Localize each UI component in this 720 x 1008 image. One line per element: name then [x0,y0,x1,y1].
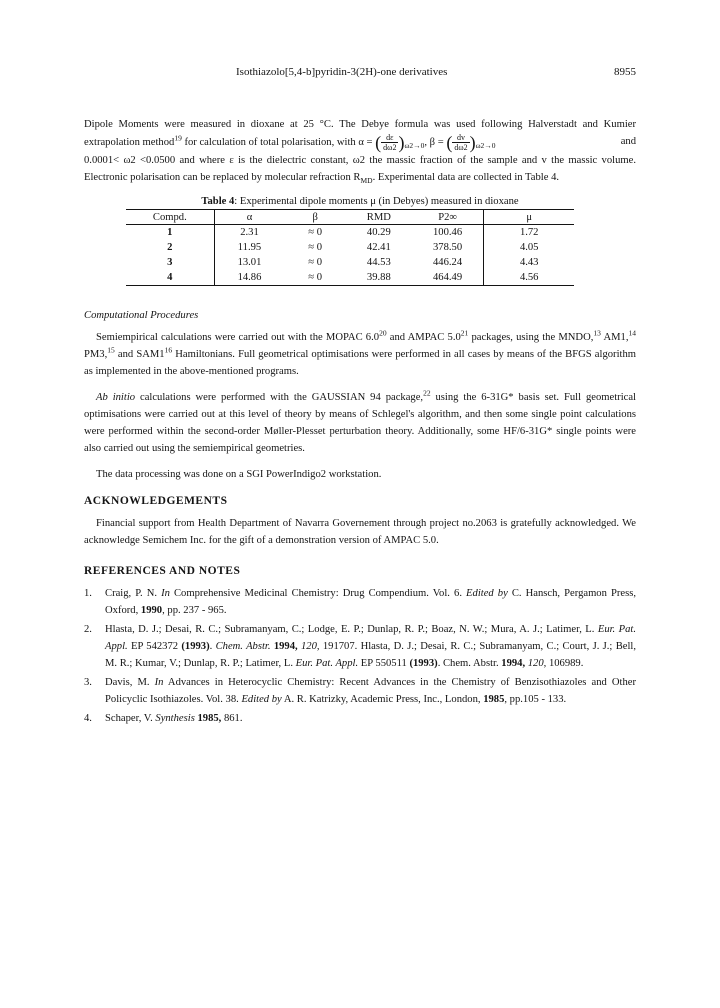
text: (1993) [181,641,210,652]
citation: 22 [423,388,431,398]
reference-item [84,710,636,727]
running-title: Isothiazolo[5,4-b]pyridin-3(2H)-one derivatives [236,66,448,78]
table-cell: ≈ 0 [308,242,323,253]
reference-item [84,674,636,708]
text: Davis, M. [105,677,155,688]
text: EP 550511 [358,658,410,669]
paren-close: ) [469,132,476,153]
table-cell: 3 [126,255,214,270]
beta-label: , β = [424,136,444,148]
text: 106989. [546,658,584,669]
rmd-subscript: MD [360,176,373,186]
table-cell: 464.49 [412,270,484,286]
text: and SAM1 [114,349,165,360]
text: 1994, [270,641,298,652]
table-header-row [126,210,574,225]
table-cell: 378.50 [412,240,484,255]
table-cell: 100.46 [412,225,484,241]
table-row [126,240,574,255]
text: Edited by [241,694,282,705]
col-header: β [284,210,346,225]
acknowledgements-heading: ACKNOWLEDGEMENTS [84,495,228,507]
text: Hamiltonians. Full geometrical optimisations were performed in all cases by means of the BFGS algorithm as implemented in the above-mentioned programs. [84,349,636,377]
table-cell: 4.05 [519,242,539,253]
dipole-and: and [620,136,636,147]
semiempirical-paragraph [84,329,636,380]
table-cell: 44.53 [366,257,391,268]
text: calculations were performed with the GAUSSIAN 94 package, [135,392,424,403]
text: using the 6-31G* basis set. Full geometrical optimisations were carried out at this level of theory by means of Schlegel's algorithm, and then some single point calculations were performed within the second-order Møller-Plesset perturbation theory. Additionally, some HF/6-31G* single points were also carried out using the semiempirical geometries. [84,392,636,454]
text: AM1, [600,332,629,343]
table-cell: ≈ 0 [284,270,346,286]
table-cell: 446.24 [412,255,484,270]
italic-text: Ab initio [96,392,136,403]
col-header: α [214,210,284,225]
dipole-table [126,209,574,286]
text: EP 542372 [127,641,182,652]
page-content [84,116,636,727]
text: In [161,588,170,599]
table-cell: 40.29 [366,227,391,238]
paren-close: ) [398,132,405,153]
text: Hlasta, D. J.; Desai, R. C.; Subramanyam, C.; Lodge, E. P.; Dunlap, R. P.; Boaz, N. W.; Mura, A. J.; Latimer, L. [105,624,598,635]
citation: 14 [628,328,636,338]
table-cell: ≈ 0 [308,257,323,268]
dipole-line-3-end: . Experimental data are collected in Table 4. [372,172,560,183]
table-cell: 1 [126,225,214,241]
table-caption [84,196,636,207]
table-cell: ≈ 0 [308,227,323,238]
text: 1990 [140,605,163,616]
references-heading: REFERENCES AND NOTES [84,565,241,577]
limit-subscript: ω2→0 [404,141,425,151]
alpha-fraction: $\frac{d\varepsilon}{d\omega 2}$ [383,133,397,152]
text: , pp. 237 - 965. [162,605,227,616]
table-label: Table 4 [201,196,235,207]
citation: 16 [164,345,173,355]
paren-open: ( [446,132,453,153]
table-cell: 4.43 [519,257,539,268]
text: In [154,677,164,688]
text: 1985, [194,713,222,724]
table-row [126,270,574,286]
reference-number: 4. [84,713,92,724]
table-cell: 4.56 [484,270,574,286]
text: Comprehensive Medicinal Chemistry: Drug Compendium. Vol. 6. [169,588,467,599]
col-header: RMD [346,210,412,225]
text: Advances in Heterocyclic Chemistry: Recent Advances in the Chemistry of Benzisothiazoles and Other Policyclic Isothiazoles. Vol. 38. [105,677,636,705]
text: Schaper, V. [105,713,156,724]
text: and AMPAC 5.0 [386,332,461,343]
text: packages, using the MNDO, [468,332,594,343]
table-cell: 4 [126,270,214,286]
text: , pp.105 - 133. [504,694,567,705]
text: Synthesis [155,713,195,724]
table-cell: 1.72 [519,227,539,238]
text: Eur. Pat. Appl. [295,658,359,669]
table-cell: 2 [126,240,214,255]
text: 120, [297,641,320,652]
citation: 13 [593,328,601,338]
text: Chem. Abstr. [215,641,271,652]
text: (1993) [409,658,438,669]
table-cell: 13.01 [237,257,262,268]
citation-19: 19 [174,133,182,143]
acknowledgements-text: Financial support from Health Department of Navarra Governement through project no.2063 is gratefully acknowledged. We acknowledge Semichem Inc. for the gift of a demonstration version of AMPAC 5.0. [84,518,636,546]
page-header [84,66,636,82]
table-cell: 39.88 [346,270,412,286]
limit-subscript: ω2→0 [475,141,496,151]
dipole-text: Kumier extrapolation method [84,119,636,148]
text: 1994, [501,658,526,669]
citation: 21 [460,328,469,338]
text: 191707. Hlasta, D. J.; Desai, R. C.; Subramanyam, C.; Court, J. J.; Bell, M. R.; Kumar, V.; Dunlap, R. P.; Latimer, L. [105,641,636,669]
text: 120, [525,658,547,669]
text: Semiempirical calculations were carried out with the MOPAC 6.0 [96,332,380,343]
table-cell: 42.41 [366,242,391,253]
citation: 20 [379,328,387,338]
table-row [126,255,574,270]
dipole-line-1: Dipole Moments were measured in dioxane at 25 °C. The Debye formula was used following Halverstadt and [84,119,598,130]
dipole-paragraph [84,116,636,186]
reference-item [84,585,636,619]
text: A. R. Katrizky, Academic Press, Inc., London, [281,694,484,705]
computational-heading: Computational Procedures [84,310,199,321]
reference-number: 3. [84,677,92,688]
text: . [209,641,216,652]
col-header: P2∞ [412,210,484,225]
text: . Chem. Abstr. [437,658,502,669]
reference-number: 1. [84,588,92,599]
page-number: 8955 [614,66,636,78]
table-cell: 14.86 [214,270,284,286]
beta-fraction: $\frac{dv}{d\omega 2}$ [454,133,468,152]
text: Craig, P. N. [105,588,162,599]
col-header: μ [484,210,574,225]
reference-number: 2. [84,624,92,635]
table-cell: 2.31 [240,227,259,238]
text: 861. [221,713,243,724]
col-header: Compd. [126,210,214,225]
text: Edited by [466,588,508,599]
table-row [126,225,574,241]
paren-open: ( [375,132,382,153]
dipole-text: for calculation of total polarisation, with α = [181,136,373,148]
table-cell: 11.95 [237,242,262,253]
data-processing-paragraph: The data processing was done on a SGI PowerIndigo2 workstation. [96,469,382,480]
ab-initio-paragraph [84,389,636,457]
text: PM3, [84,349,108,360]
citation: 15 [107,345,115,355]
reference-list [84,585,636,727]
dipole-line-3: 0.0001< ω2 <0.0500 and where ε is the dielectric constant, ω2 the massic fraction of the sample and v the massic volume. Electronic polarisation can be replaced by molecular refraction R [84,155,636,183]
table-caption-text: : Experimental dipole moments μ (in Debyes) measured in dioxane [234,196,519,207]
text: Eur. Pat. Appl. [105,624,636,652]
reference-item [84,621,636,672]
text: C. Hansch, Pergamon Press, Oxford, [105,588,636,616]
text: 1985 [483,694,505,705]
